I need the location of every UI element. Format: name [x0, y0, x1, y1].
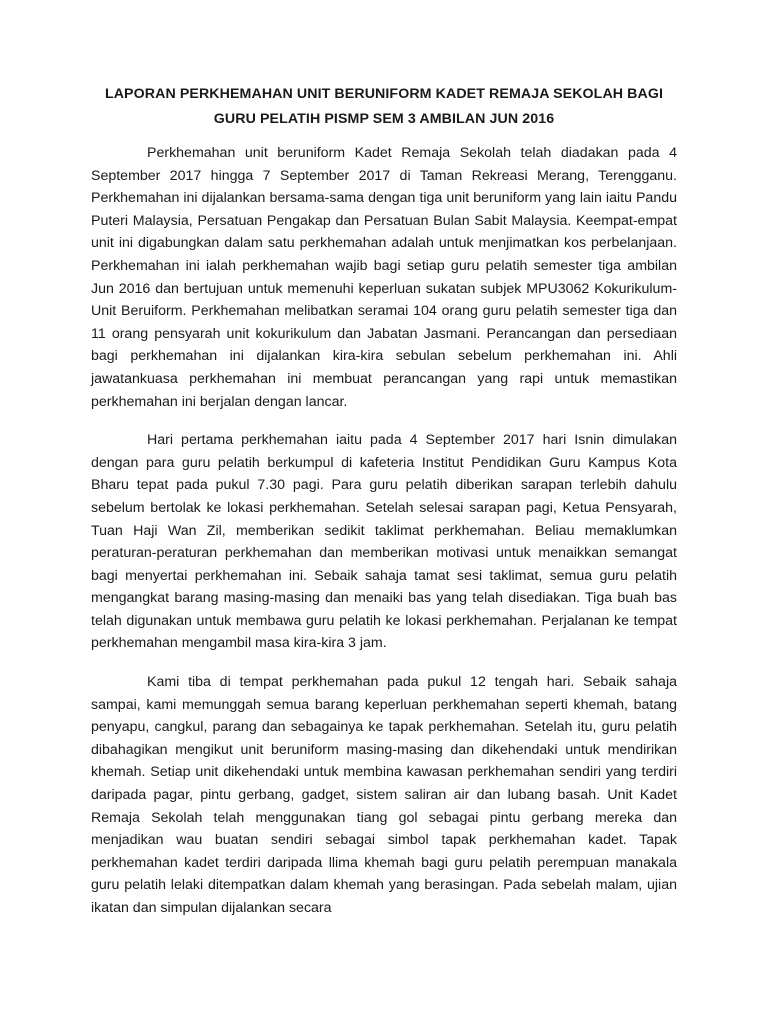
title-line-1: LAPORAN PERKHEMAHAN UNIT BERUNIFORM KADET REMAJA SEKOLAH BAGI	[104, 86, 664, 102]
paragraph-2: Hari pertama perkhemahan iaitu pada 4 September 2017 hari Isnin dimulakan dengan para guru pelatih berkumpul di kafeteria Institut Pendidikan Guru Kampus Kota Bharu tepat pada pukul 7.30 pagi. Para guru pelatih diberikan sarapan terlebih dahulu sebelum bertolak ke lokasi perkhemahan. Setelah selesai sarapan pagi, Ketua Pensyarah, Tuan Haji Wan Zil, memberikan sedikit taklimat perkhemahan. Beliau memaklumkan peraturan-peraturan perkhemahan dan memberikan motivasi untuk menaikkan semangat bagi menyertai perkhemahan ini. Sebaik sahaja tamat sesi taklimat, semua guru pelatih mengangkat barang masing-masing dan menaiki bas yang telah disediakan. Tiga buah bas telah digunakan untuk membawa guru pelatih ke lokasi perkhemahan. Perjalanan ke tempat perkhemahan mengambil masa kira-kira 3 jam.	[91, 432, 677, 652]
title-line-2: GURU PELATIH PISMP SEM 3 AMBILAN JUN 2016	[213, 111, 555, 127]
paragraph-1: Perkhemahan unit beruniform Kadet Remaja Sekolah telah diadakan pada 4 September 2017 hingga 7 September 2017 di Taman Rekreasi Merang, Terengganu. Perkhemahan ini dijalankan bersama-sama dengan tiga unit beruniform yang lain iaitu Pandu Puteri Malaysia, Persatuan Pengakap dan Persatuan Bulan Sabit Malaysia. Keempat-empat unit ini digabungkan dalam satu perkhemahan adalah untuk menjimatkan kos perbelanjaan. Perkhemahan ini ialah perkhemahan wajib bagi setiap guru pelatih semester tiga ambilan Jun 2016 dan bertujuan untuk memenuhi keperluan sukatan subjek MPU3062 Kokurikulum-Unit Beruiform. Perkhemahan melibatkan seramai 104 orang guru pelatih semester tiga dan 11 orang pensyarah unit kokurikulum dan Jabatan Jasmani. Perancangan dan persediaan bagi perkhemahan ini dijalankan kira-kira sebulan sebelum perkhemahan ini. Ahli jawatankuasa perkhemahan ini membuat perancangan yang rapi untuk memastikan perkhemahan ini berjalan dengan lancar.	[91, 145, 677, 410]
paragraph-3: Kami tiba di tempat perkhemahan pada pukul 12 tengah hari. Sebaik sahaja sampai, kami memunggah semua barang keperluan perkhemahan seperti khemah, batang penyapu, cangkul, parang dan sebagainya ke tapak perkhemahan. Setelah itu, guru pelatih dibahagikan mengikut unit beruniform masing-masing dan dikehendaki untuk mendirikan khemah. Setiap unit dikehendaki untuk membina kawasan perkhemahan sendiri yang terdiri daripada pagar, pintu gerbang, gadget, sistem saliran air dan lubang basah. Unit Kadet Remaja Sekolah telah menggunakan tiang gol sebagai pintu gerbang mereka dan menjadikan wau buatan sendiri sebagai simbol tapak perkhemahan kadet. Tapak perkhemahan kadet terdiri daripada llima khemah bagi guru pelatih perempuan manakala guru pelatih lelaki ditempatkan dalam khemah yang berasingan. Pada sebelah malam, ujian ikatan dan simpulan dijalankan secara	[91, 674, 677, 916]
document-title	[91, 82, 677, 132]
